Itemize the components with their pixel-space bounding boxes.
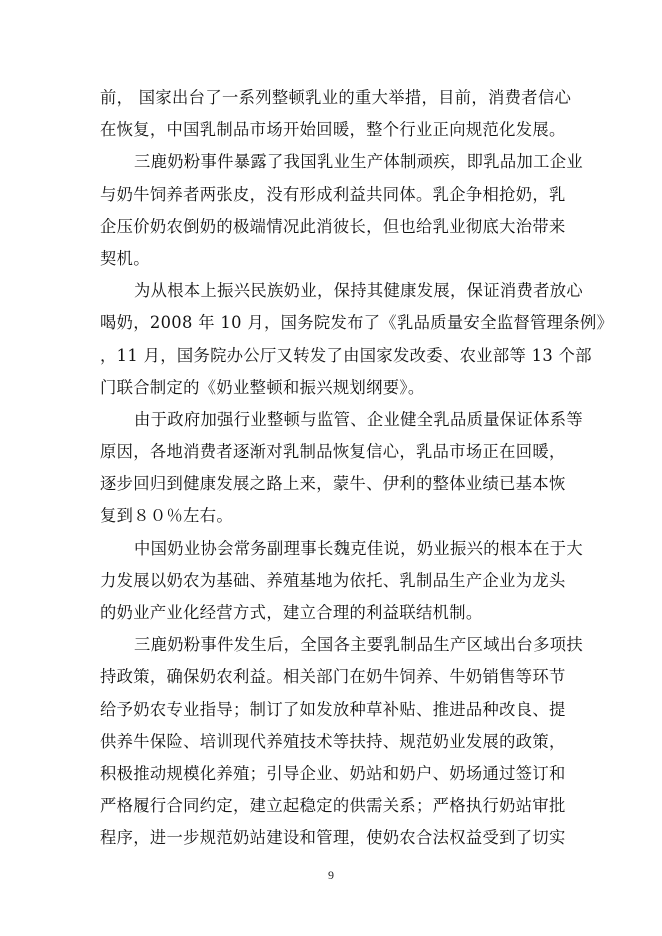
document-body xyxy=(100,82,614,855)
text-line: 与奶牛饲养者两张皮，没有形成利益共同体。乳企争相抢奶，乳 xyxy=(100,184,566,204)
text-line: 契机。 xyxy=(100,248,150,268)
text-line: 企压价奶农倒奶的极端情况此消彼长，但也给乳业彻底大治带来 xyxy=(100,216,566,236)
paragraph-2 xyxy=(100,146,584,275)
text-line: 三鹿奶粉事件暴露了我国乳业生产体制顽疾，即乳品加工企业 xyxy=(134,152,584,172)
text-line: 为从根本上振兴民族奶业，保持其健康发展，保证消费者放心 xyxy=(134,281,584,301)
text-line: 前， 国家出台了一系列整顿乳业的重大举措，目前，消费者信心 xyxy=(100,88,572,107)
text-line: 由于政府加强行业整顿与监管、企业健全乳品质量保证体系等 xyxy=(134,409,584,429)
text-line: 喝奶，2008 年 10 月，国务院发布了《乳品质量安全监督管理条例》 xyxy=(100,313,614,333)
paragraph-6 xyxy=(100,629,584,854)
text-line: 力发展以奶农为基础、养殖基地为依托、乳制品生产企业为龙头 xyxy=(100,570,566,590)
text-line: 门联合制定的《奶业整顿和振兴规划纲要》。 xyxy=(100,377,425,397)
paragraph-1 xyxy=(100,82,574,146)
text-line: 中国奶业协会常务副理事长魏克佳说，奶业振兴的根本在于大 xyxy=(134,538,584,558)
text-line: 的奶业产业化经营方式，建立合理的利益联结机制。 xyxy=(100,603,483,622)
text-line: 在恢复，中国乳制品市场开始回暖，整个行业正向规范化发展。 xyxy=(100,120,566,140)
text-line: 原因，各地消费者逐渐对乳制品恢复信心，乳品市场正在回暖， xyxy=(100,442,566,462)
text-line: 积极推动规模化养殖；引导企业、奶站和奶户、奶场通过签订和 xyxy=(100,763,566,783)
text-line: ，11 月，国务院办公厅又转发了由国家发改委、农业部等 13 个部 xyxy=(100,345,592,365)
text-line: 程序，进一步规范奶站建设和管理，使奶农合法权益受到了切实 xyxy=(100,828,566,848)
text-line: 复到８０％左右。 xyxy=(100,506,234,526)
paragraph-5 xyxy=(100,533,584,630)
paragraph-3 xyxy=(100,275,614,404)
text-line: 给予奶农专业指导；制订了如发放种草补贴、推进品种改良、提 xyxy=(100,699,566,719)
text-line: 供养牛保险、培训现代养殖技术等扶持、规范奶业发展的政策， xyxy=(100,731,566,751)
text-line: 严格履行合同约定，建立起稳定的供需关系；严格执行奶站审批 xyxy=(100,796,566,816)
page-number: 9 xyxy=(328,868,334,882)
text-line: 持政策，确保奶农利益。相关部门在奶牛饲养、牛奶销售等环节 xyxy=(100,667,566,687)
text-line: 三鹿奶粉事件发生后，全国各主要乳制品生产区域出台多项扶 xyxy=(134,635,584,655)
text-line: 逐步回归到健康发展之路上来，蒙牛、伊利的整体业绩已基本恢 xyxy=(100,474,566,494)
paragraph-4 xyxy=(100,404,584,533)
